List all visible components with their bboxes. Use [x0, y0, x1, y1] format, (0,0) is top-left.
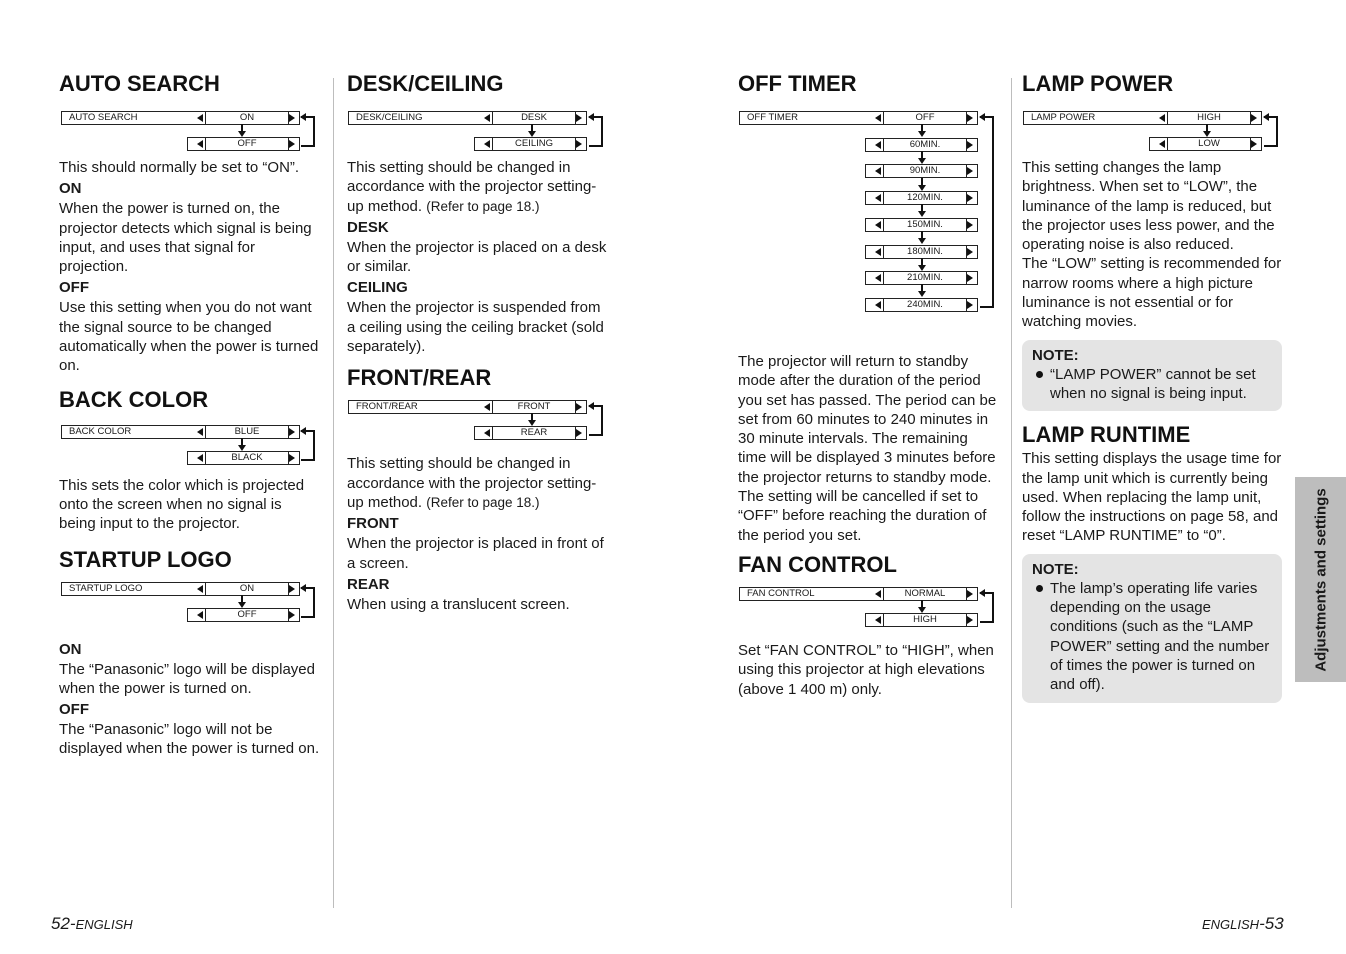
fan-control-menu-diagram [738, 585, 1000, 631]
down-arrow-icon [237, 124, 247, 137]
menu-value: HIGH [1167, 112, 1251, 124]
lamp-power-note [1022, 340, 1282, 412]
left-arrow-icon [197, 114, 203, 122]
down-arrow-icon [1202, 124, 1212, 137]
off-timer-menu-diagram [738, 104, 1000, 344]
loop-arrow-icon [300, 584, 306, 592]
right-arrow-icon [967, 274, 973, 282]
off-timer-option-row [865, 138, 978, 152]
down-arrow-icon [527, 413, 537, 426]
off-timer-option-row [865, 218, 978, 232]
right-arrow-icon [967, 301, 973, 309]
front-rear-intro [347, 454, 609, 512]
fan-control-menu-row [739, 587, 978, 601]
page-language: ENGLISH [1202, 917, 1260, 932]
right-arrow-icon [967, 590, 973, 598]
menu-label: FAN CONTROL [747, 587, 815, 599]
front-rear-menu-diagram [347, 398, 609, 444]
lamp-runtime-note [1022, 554, 1282, 703]
right-arrow-icon [1251, 140, 1257, 148]
front-rear-option-row [474, 426, 587, 440]
right-arrow-icon [1251, 114, 1257, 122]
menu-value: OFF [205, 138, 289, 150]
page-language: ENGLISH [75, 917, 133, 932]
startup-logo-heading: STARTUP LOGO [59, 546, 232, 572]
auto-search-on-title: ON [59, 180, 82, 198]
right-arrow-icon [967, 248, 973, 256]
off-timer-menu-row [739, 111, 978, 125]
loop-arrow-icon [300, 427, 306, 435]
off-timer-option-row [865, 271, 978, 285]
front-rear-heading: FRONT/REAR [347, 365, 492, 391]
right-arrow-icon [967, 167, 973, 175]
menu-value: BLACK [205, 452, 289, 464]
auto-search-off-text: Use this setting when you do not want the signal source to be changed automatically when the power is turned on. [59, 299, 319, 375]
menu-value: 210MIN. [883, 272, 967, 284]
menu-value: REAR [492, 427, 576, 439]
lamp-power-option-row [1149, 137, 1262, 151]
front-title: FRONT [347, 515, 399, 533]
startup-logo-menu-row [61, 582, 300, 596]
lamp-power-text-2: The “LOW” setting is recommended for narrow rooms where a high picture luminance is not essential or for watching movies. [1022, 255, 1282, 331]
startup-logo-menu-diagram [59, 580, 321, 630]
ceiling-title: CEILING [347, 279, 408, 297]
startup-logo-off-text: The “Panasonic” logo will not be displayed when the power is turned on. [59, 721, 320, 758]
left-arrow-icon [875, 194, 881, 202]
left-arrow-icon [484, 140, 490, 148]
side-tab-label: Adjustments and settings [1312, 487, 1329, 672]
right-arrow-icon [289, 428, 295, 436]
menu-label: LAMP POWER [1031, 112, 1096, 123]
menu-value: 150MIN. [883, 219, 967, 231]
right-arrow-icon [289, 140, 295, 148]
right-arrow-icon [576, 429, 582, 437]
left-arrow-icon [875, 590, 881, 598]
right-arrow-icon [967, 194, 973, 202]
menu-label: OFF TIMER [747, 112, 799, 123]
down-arrow-icon [917, 151, 927, 164]
right-arrow-icon [967, 616, 973, 624]
rear-title: REAR [347, 575, 390, 593]
back-color-menu-diagram [59, 420, 321, 466]
menu-value: BLUE [205, 426, 289, 438]
page-reference: (Refer to page 18.) [426, 494, 540, 510]
left-arrow-icon [875, 274, 881, 282]
lamp-runtime-text: This setting displays the usage time for the lamp unit which is currently being used. When replacing the lamp unit, follow the instructions on page 58, and reset “LAMP RUNTIME” to “0”. [1022, 450, 1282, 545]
off-timer-option-row [865, 245, 978, 259]
fan-control-option-row [865, 613, 978, 627]
down-arrow-icon [917, 600, 927, 613]
right-arrow-icon [576, 140, 582, 148]
off-timer-option-row [865, 164, 978, 178]
desk-ceiling-menu-row [348, 111, 587, 125]
note-title: NOTE: [1032, 346, 1079, 364]
startup-logo-option-row [187, 608, 300, 622]
loop-line [980, 116, 994, 308]
auto-search-heading: AUTO SEARCH [59, 71, 220, 96]
back-color-menu-row [61, 425, 300, 439]
left-arrow-icon [197, 428, 203, 436]
front-text: When the projector is placed in front of a screen. [347, 535, 604, 572]
left-arrow-icon [875, 301, 881, 309]
startup-logo-on-text: The “Panasonic” logo will be displayed when the power is turned on. [59, 660, 315, 697]
menu-value: HIGH [883, 614, 967, 626]
down-arrow-icon [527, 124, 537, 137]
right-arrow-icon [289, 611, 295, 619]
right-arrow-icon [289, 454, 295, 462]
lamp-power-menu-diagram [1022, 104, 1282, 150]
auto-search-menu-diagram [59, 104, 321, 150]
page-number: -53 [1259, 914, 1284, 933]
section-side-tab [1295, 477, 1346, 682]
desk-text: When the projector is placed on a desk or similar. [347, 238, 607, 276]
menu-label: STARTUP LOGO [69, 582, 143, 594]
auto-search-menu-row [61, 111, 300, 125]
menu-value: NORMAL [883, 588, 967, 600]
right-arrow-icon [289, 585, 295, 593]
desk-ceiling-intro [347, 158, 609, 216]
down-arrow-icon [917, 124, 927, 137]
auto-search-off-title: OFF [59, 279, 89, 297]
loop-arrow-icon [300, 113, 306, 121]
off-timer-text: The projector will return to standby mode after the duration of the period you set has passed. The period can be set from 60 minutes to 240 minutes in 30 minute intervals. The remaining time will be displayed 3 minutes before the projector returns to standby mode. The setting will be cancelled if set to “OFF” before reaching the duration of the period you set. [738, 353, 997, 544]
loop-arrow-icon [1263, 113, 1269, 121]
left-arrow-icon [484, 114, 490, 122]
page-number: 52- [51, 914, 76, 933]
left-arrow-icon [875, 248, 881, 256]
left-arrow-icon [1159, 114, 1165, 122]
left-arrow-icon [875, 167, 881, 175]
menu-label: FRONT/REAR [356, 401, 418, 413]
note-bullet: The lamp’s operating life varies depending on the usage conditions (such as the “LAMP POWER” setting and the number of times the power is turned on and off). [1032, 579, 1272, 695]
right-column-2 [1022, 70, 1282, 713]
intro-text: This setting should be changed in accordance with the projector setting-up method. [347, 455, 597, 511]
off-timer-option-row [865, 298, 978, 312]
ceiling-text: When the projector is suspended from a ceiling using the ceiling bracket (sold separately). [347, 299, 604, 356]
menu-value: DESK [492, 112, 576, 124]
menu-value: 240MIN. [883, 299, 967, 311]
menu-value: FRONT [492, 401, 576, 413]
note-bullet: “LAMP POWER” cannot be set when no signal is being input. [1032, 365, 1272, 404]
loop-arrow-icon [979, 113, 985, 121]
down-arrow-icon [917, 178, 927, 191]
right-arrow-icon [967, 141, 973, 149]
front-rear-menu-row [348, 400, 587, 414]
menu-value: CEILING [492, 138, 576, 150]
left-column [59, 70, 321, 759]
menu-value: 90MIN. [883, 165, 967, 177]
lamp-runtime-heading: LAMP RUNTIME [1022, 422, 1191, 448]
left-arrow-icon [1159, 140, 1165, 148]
down-arrow-icon [917, 284, 927, 297]
down-arrow-icon [237, 595, 247, 608]
left-arrow-icon [197, 454, 203, 462]
desk-title: DESK [347, 218, 389, 236]
lamp-power-menu-row [1023, 111, 1262, 125]
column-divider [1011, 78, 1012, 908]
menu-value: 120MIN. [883, 192, 967, 204]
left-arrow-icon [197, 611, 203, 619]
column-divider [333, 78, 334, 908]
down-arrow-icon [237, 438, 247, 451]
intro-text: This setting should be changed in accordance with the projector setting-up method. [347, 159, 597, 215]
left-arrow-icon [875, 141, 881, 149]
menu-label: DESK/CEILING [356, 112, 423, 123]
left-arrow-icon [875, 114, 881, 122]
auto-search-option-row [187, 137, 300, 151]
lamp-power-text-1: This setting changes the lamp brightness. When set to “LOW”, the luminance of the lamp is reduced, but the projector uses less power, and the operating noise is also reduced. [1022, 159, 1275, 254]
right-page-number [1202, 914, 1284, 934]
off-timer-heading: OFF TIMER [738, 71, 857, 96]
auto-search-on-text: When the power is turned on, the projector detects which signal is being input, and uses that signal for projection. [59, 200, 312, 276]
back-color-text: This sets the color which is projected onto the screen when no signal is being input to the projector. [59, 476, 305, 533]
menu-value: OFF [883, 112, 967, 124]
menu-value: 60MIN. [883, 139, 967, 151]
right-arrow-icon [576, 403, 582, 411]
page-reference: (Refer to page 18.) [426, 198, 540, 214]
down-arrow-icon [917, 258, 927, 271]
right-column-1 [738, 70, 1000, 699]
loop-arrow-icon [588, 402, 594, 410]
left-arrow-icon [484, 429, 490, 437]
middle-column [347, 70, 609, 614]
menu-value: LOW [1167, 138, 1251, 150]
menu-value: ON [205, 112, 289, 124]
back-color-option-row [187, 451, 300, 465]
left-arrow-icon [875, 616, 881, 624]
right-arrow-icon [967, 221, 973, 229]
loop-arrow-icon [979, 589, 985, 597]
right-arrow-icon [576, 114, 582, 122]
right-arrow-icon [289, 114, 295, 122]
menu-value: ON [205, 583, 289, 595]
right-arrow-icon [967, 114, 973, 122]
down-arrow-icon [917, 204, 927, 217]
menu-value: OFF [205, 609, 289, 621]
left-arrow-icon [197, 585, 203, 593]
menu-label: AUTO SEARCH [69, 112, 138, 123]
left-arrow-icon [484, 403, 490, 411]
menu-value: 180MIN. [883, 246, 967, 258]
lamp-power-heading: LAMP POWER [1022, 71, 1174, 96]
loop-arrow-icon [588, 113, 594, 121]
note-title: NOTE: [1032, 560, 1079, 578]
fan-control-heading: FAN CONTROL [738, 551, 897, 577]
fan-control-text: Set “FAN CONTROL” to “HIGH”, when using this projector at high elevations (above 1 400 m) only. [738, 641, 994, 698]
off-timer-option-row [865, 191, 978, 205]
left-arrow-icon [875, 221, 881, 229]
desk-ceiling-option-row [474, 137, 587, 151]
startup-logo-on-title: ON [59, 640, 82, 658]
desk-ceiling-heading: DESK/CEILING [347, 71, 504, 96]
auto-search-intro: This should normally be set to “ON”. [59, 159, 300, 176]
left-arrow-icon [197, 140, 203, 148]
left-page-number [51, 914, 133, 934]
rear-text: When using a translucent screen. [347, 595, 570, 613]
desk-ceiling-menu-diagram [347, 104, 609, 150]
down-arrow-icon [917, 231, 927, 244]
back-color-heading: BACK COLOR [59, 386, 209, 412]
startup-logo-off-title: OFF [59, 701, 89, 719]
menu-label: BACK COLOR [69, 425, 132, 437]
